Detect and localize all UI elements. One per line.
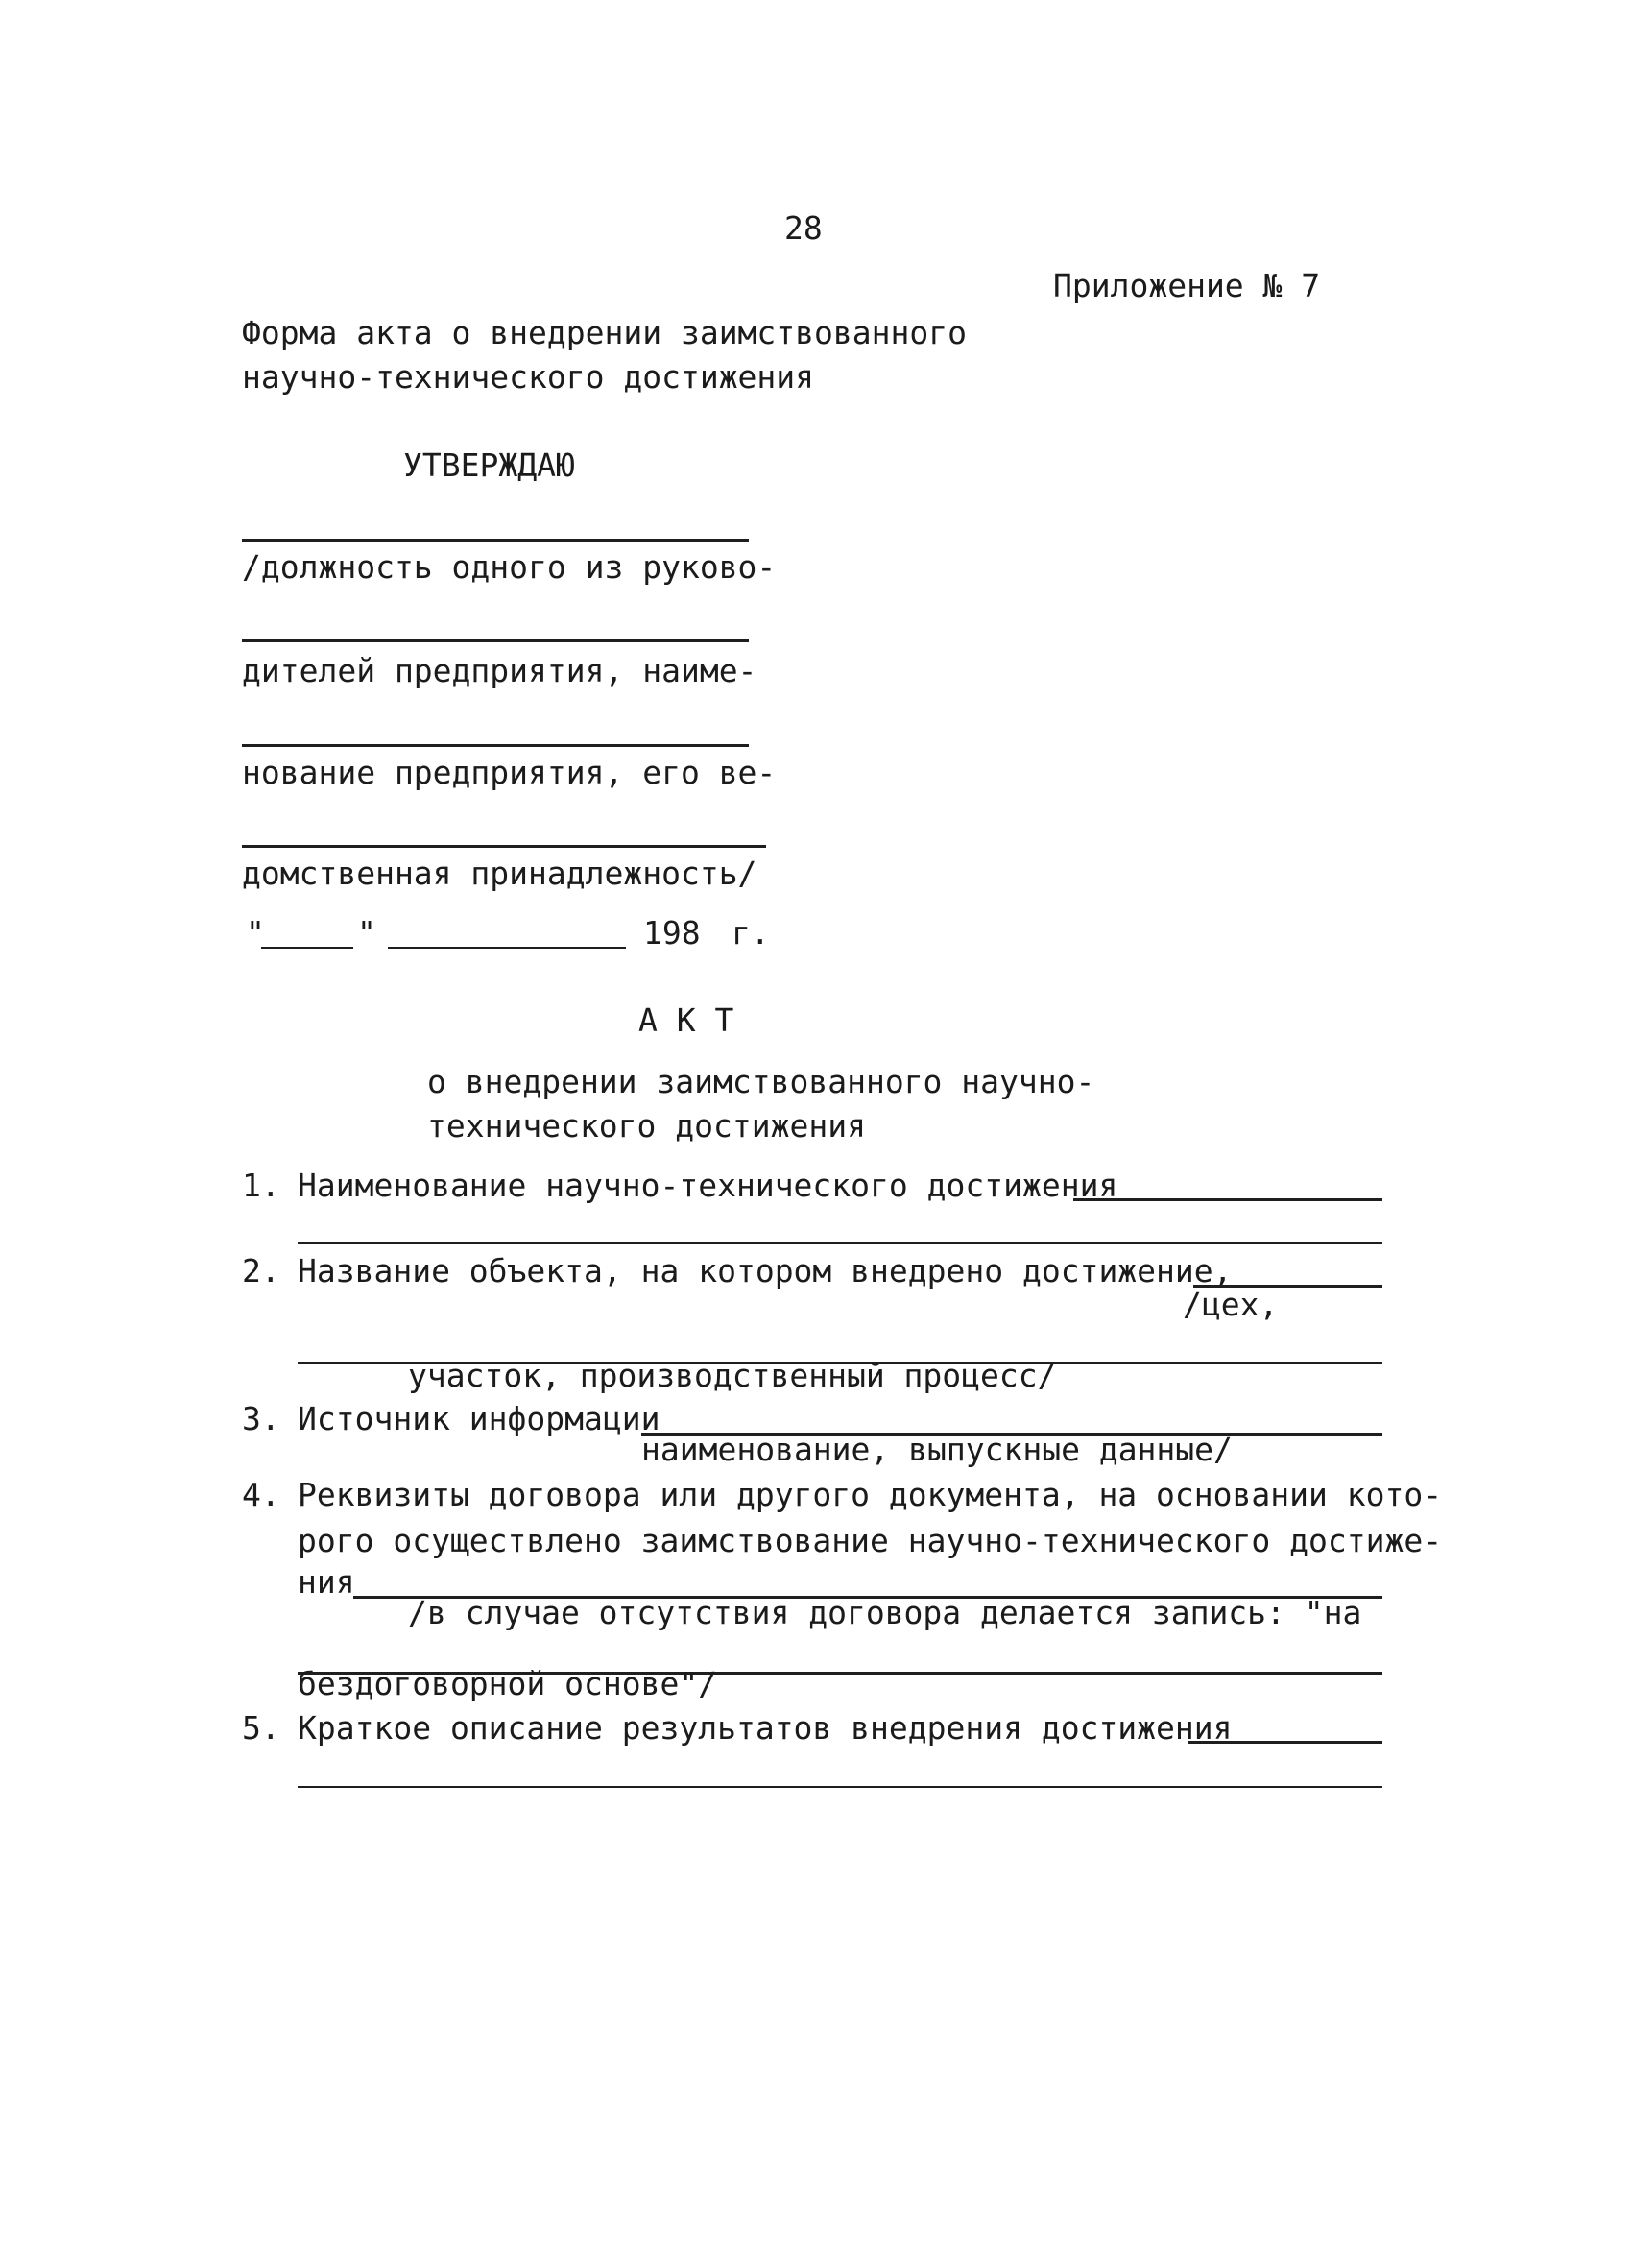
- item-1-blank-2: [298, 1242, 1382, 1244]
- act-subtitle-line2: технического достижения: [427, 1107, 866, 1145]
- item-4-caption1: /в случае отсутствия договора делается запись: "на: [408, 1594, 1362, 1631]
- item-3-number: 3.: [242, 1400, 280, 1437]
- item-4-line3: ния: [298, 1563, 355, 1601]
- approval-signature-line-1: [242, 539, 749, 542]
- date-year-suffix: г.: [732, 914, 770, 952]
- date-close-quote: ": [357, 914, 376, 952]
- date-year: 198: [643, 914, 701, 952]
- item-5-blank: [1188, 1741, 1382, 1744]
- item-4-line1: Реквизиты договора или другого документа, на основании кото-: [298, 1476, 1443, 1513]
- date-day-blank: [261, 947, 353, 949]
- form-title-line1: Форма акта о внедрении заимствованного: [242, 314, 967, 351]
- item-3-caption: наименование, выпускные данные/: [641, 1431, 1233, 1468]
- approval-line-3: нование предприятия, его ве-: [242, 754, 777, 791]
- item-5-blank-2: [298, 1786, 1382, 1788]
- item-5-number: 5.: [242, 1709, 280, 1747]
- page-number: 28: [784, 209, 823, 247]
- approval-line-1: /должность одного из руково-: [242, 548, 777, 586]
- item-2-caption-right: /цех,: [1183, 1286, 1279, 1323]
- date-month-blank: [388, 947, 626, 949]
- item-1-blank: [1073, 1198, 1382, 1201]
- item-1-number: 1.: [242, 1167, 280, 1204]
- approval-heading: УТВЕРЖДАЮ: [403, 446, 575, 484]
- item-3-text: Источник информации: [298, 1400, 660, 1437]
- approval-signature-line-3: [242, 744, 749, 747]
- approval-line-2: дителей предприятия, наиме-: [242, 652, 757, 689]
- item-4-number: 4.: [242, 1476, 280, 1513]
- date-open-quote: ": [246, 914, 265, 952]
- approval-signature-line-2: [242, 639, 749, 642]
- form-title-line2: научно-технического достижения: [242, 358, 815, 396]
- item-4-line2: рого осуществлено заимствование научно-технического достиже-: [298, 1522, 1443, 1559]
- item-4-caption2: бездоговорной основе"/: [298, 1665, 718, 1702]
- item-2-text: Название объекта, на котором внедрено достижение,: [298, 1252, 1233, 1290]
- approval-line-4: домственная принадлежность/: [242, 855, 757, 892]
- item-2-caption-next: участок, производственный процесс/: [408, 1357, 1057, 1394]
- act-subtitle-line1: о внедрении заимствованного научно-: [427, 1063, 1095, 1100]
- act-title: А К Т: [638, 1001, 734, 1039]
- item-5-text: Краткое описание результатов внедрения достижения: [298, 1709, 1233, 1747]
- appendix-label: Приложение № 7: [1053, 267, 1321, 304]
- item-2-number: 2.: [242, 1252, 280, 1290]
- item-1-text: Наименование научно-технического достижения: [298, 1167, 1118, 1204]
- approval-signature-line-4: [242, 845, 766, 848]
